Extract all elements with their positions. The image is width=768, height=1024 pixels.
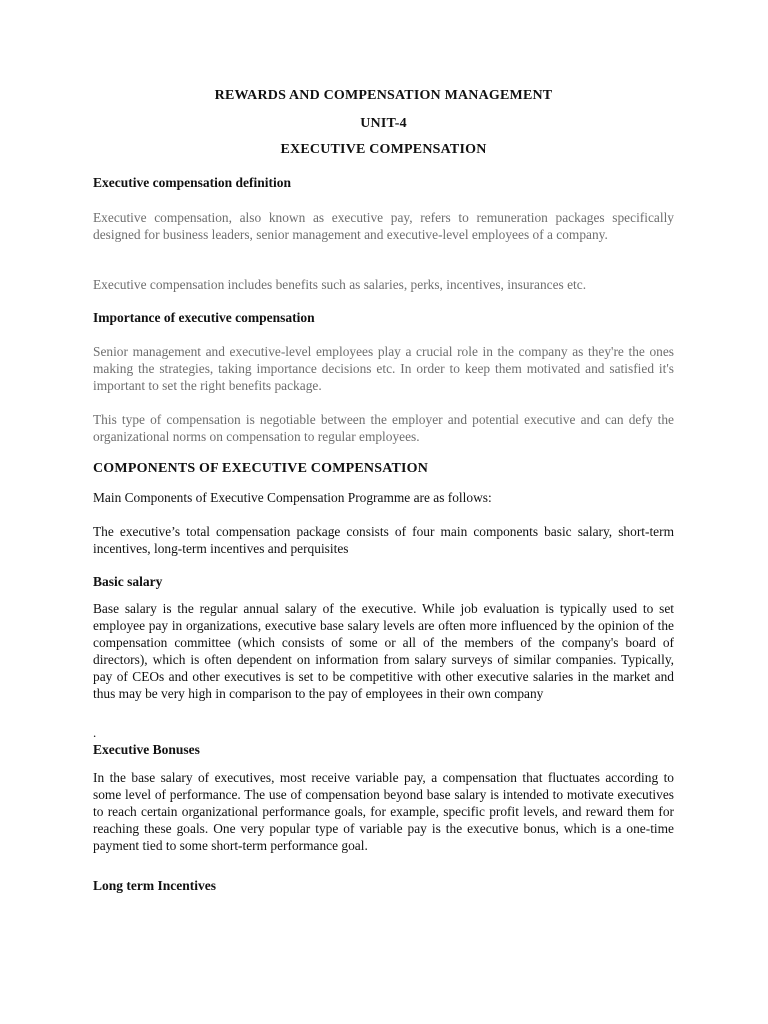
stray-period: . [93, 725, 97, 740]
importance-heading: Importance of executive compensation [93, 310, 315, 325]
unit-label: UNIT-4 [360, 116, 407, 131]
importance-paragraph-1: Senior management and executive-level employees play a crucial role in the company as they're the ones making the strategies, taking importance decisions etc. In order to keep them motivated and satisfied it's important to set the right benefits package. [93, 344, 674, 393]
importance-paragraph-2: This type of compensation is negotiable between the employer and potential executive and can defy the organizational norms on compensation to regular employees. [93, 412, 674, 444]
bonuses-paragraph: In the base salary of executives, most receive variable pay, a compensation that fluctuates according to some level of performance. The use of compensation beyond base salary is intended to motivate executives to reach certain organizational performance goals, for example, specific profit levels, and reward them for reaching these goals. One very popular type of variable pay is the executive bonus, which is a one-time payment tied to some short-term performance goal. [93, 770, 674, 853]
basic-salary-paragraph: Base salary is the regular annual salary of the executive. While job evaluation is typically used to set employee pay in organizations, executive base salary levels are often more influenced by the opinion of the compensation committee (which consists of some or all of the members of the company's board of directors), which is often dependent on information from salary surveys of similar companies. Typically, pay of CEOs and other executives is set to be competitive with other executive salaries in the market and thus may be very high in comparison to the pay of employees in their own company [93, 601, 674, 701]
document-title: REWARDS AND COMPENSATION MANAGEMENT [214, 88, 553, 103]
definition-paragraph-1: Executive compensation, also known as executive pay, refers to remuneration packages specifically designed for business leaders, senior management and executive-level employees of a company. [93, 210, 674, 242]
components-paragraph-1: Main Components of Executive Compensation Programme are as follows: [93, 490, 492, 505]
components-heading: COMPONENTS OF EXECUTIVE COMPENSATION [93, 461, 429, 476]
bonuses-heading: Executive Bonuses [93, 742, 200, 757]
definition-paragraph-2: Executive compensation includes benefits such as salaries, perks, incentives, insurances etc. [93, 277, 587, 292]
components-paragraph-2: The executive’s total compensation package consists of four main components basic salary, short-term incentives, long-term incentives and perquisites [93, 524, 674, 556]
long-term-heading: Long term Incentives [93, 878, 216, 893]
basic-salary-heading: Basic salary [93, 574, 163, 589]
document-subtitle: EXECUTIVE COMPENSATION [280, 142, 487, 157]
definition-heading: Executive compensation definition [93, 175, 291, 190]
